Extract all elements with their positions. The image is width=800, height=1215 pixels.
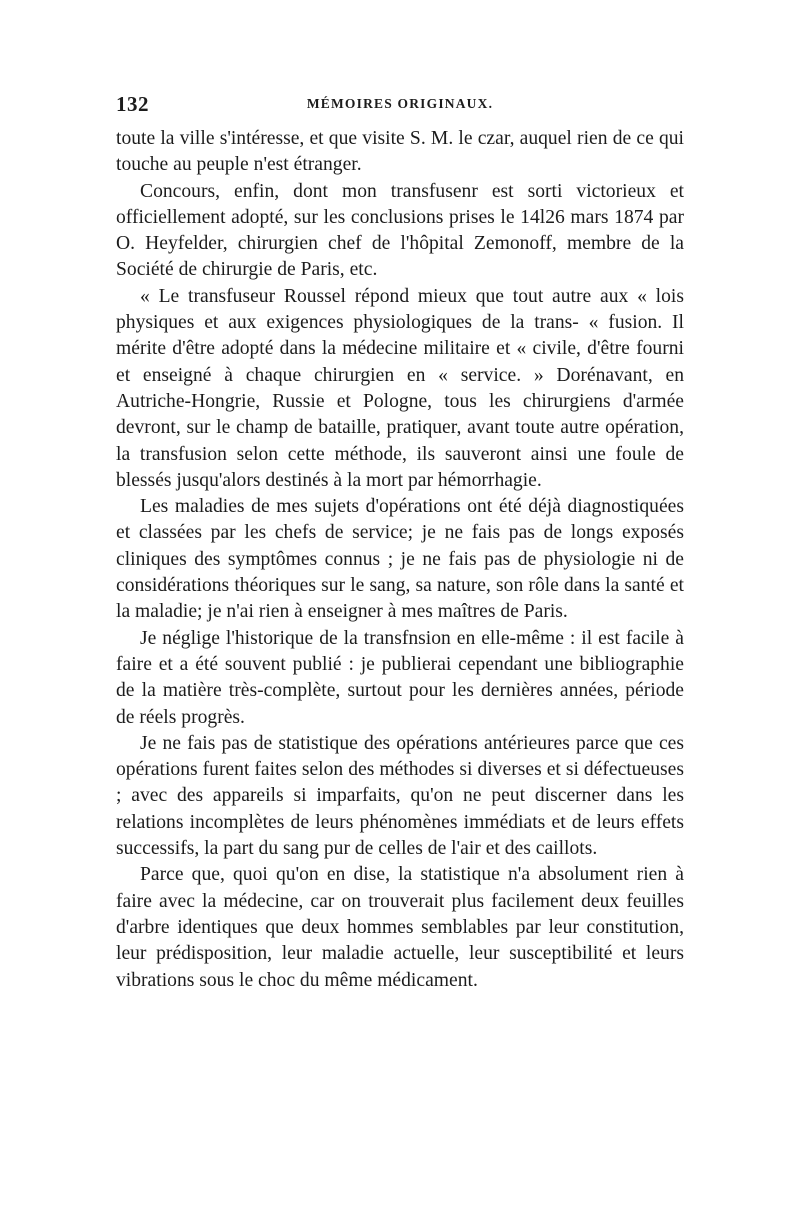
running-head: MÉMOIRES ORIGINAUX. [306, 96, 494, 111]
paragraph-6: Je ne fais pas de statistique des opérations antérieures parce que ces opérations furent faites selon des méthodes si diverses et si défectueuses ; avec des appareils si imparfaits, qu'on ne peut discerner dans les relations incomplètes de leurs phénomènes immédiats et de leurs effets successifs, la part du sang pur de celles de l'air et des caillots. [116, 732, 684, 860]
paragraph-3: « Le transfuseur Roussel répond mieux que tout autre aux « lois physiques et aux exigences physiologiques de la trans- « fusion. Il mérite d'être adopté dans la médecine militaire et « civile, d'être fourni et enseigné à chaque chirurgien en « service. » Dorénavant, en Autriche-Hongrie, Russie et Pologne, tous les chirurgiens d'armée devront, sur le champ de bataille, pratiquer, avant toute autre opération, la transfusion selon cette méthode, ils sauveront ainsi une foule de blessés jusqu'alors destinés à la mort par hémorrhagie. [116, 285, 684, 491]
paragraph-1: toute la ville s'intéresse, et que visite S. M. le czar, auquel rien de ce qui touche au peuple n'est étranger. [116, 128, 684, 176]
paragraph-2: Concours, enfin, dont mon transfusenr est sorti victorieux et officiellement adopté, sur les conclusions prises le 14l26 mars 1874 par O. Heyfelder, chirurgien chef de l'hôpital Zemonoff, membre de la Société de chirurgie de Paris, etc. [116, 180, 684, 281]
page-header [116, 92, 684, 122]
body-text [116, 126, 684, 994]
page-number: 132 [116, 92, 149, 116]
paragraph-4: Les maladies de mes sujets d'opérations ont été déjà diagnostiquées et classées par les chefs de service; je ne fais pas de longs exposés cliniques des symptômes connus ; je ne fais pas de physiologie ni de considérations théoriques sur le sang, sa nature, son rôle dans la santé et la maladie; je n'ai rien à enseigner à mes maîtres de Paris. [116, 496, 684, 623]
paragraph-7: Parce que, quoi qu'on en dise, la statistique n'a absolument rien à faire avec la médecine, car on trouverait plus facilement deux feuilles d'arbre identiques que deux hommes semblables par leur constitution, leur prédisposition, leur maladie actuelle, leur susceptibilité et leurs vibrations sous le choc du même médicament. [116, 864, 684, 991]
paragraph-5: Je néglige l'historique de la transfnsion en elle-même : il est facile à faire et a été souvent publié : je publierai cependant une bibliographie de la matière très-complète, surtout pour les dernières années, période de réels progrès. [116, 627, 684, 728]
